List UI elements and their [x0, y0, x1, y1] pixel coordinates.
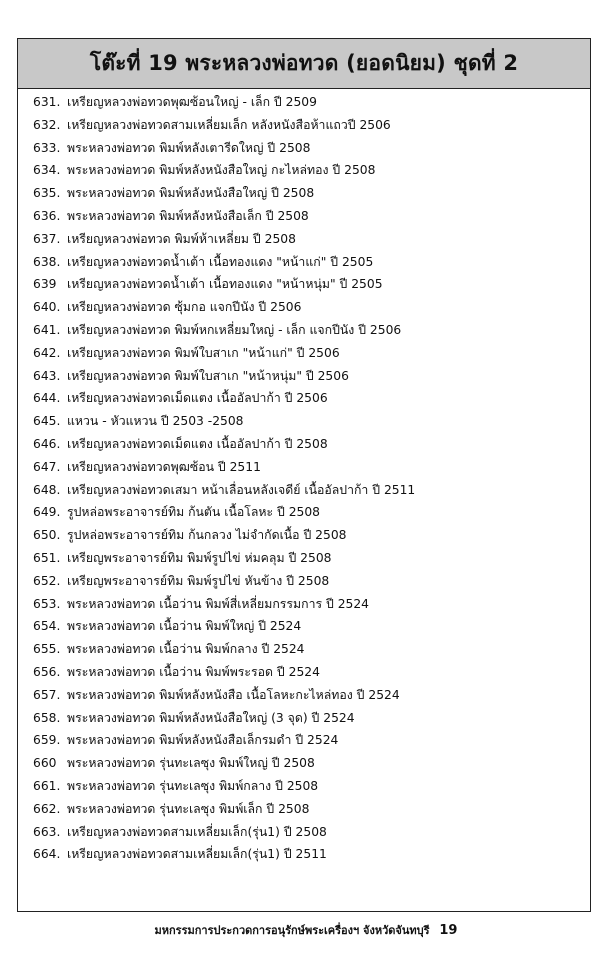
list-item [33, 273, 584, 296]
list-item [33, 205, 584, 228]
item-text: เหรียญพระอาจารย์ทิม พิมพ์รูปไข่ ห่มคลุม ปี 2508 [67, 550, 332, 565]
item-text: พระหลวงพ่อทวด พิมพ์หลังหนังสือ เนื้อโลหะกะไหล่ทอง ปี 2524 [67, 687, 400, 702]
list-item [33, 684, 584, 707]
item-number: 649. [33, 505, 61, 520]
page-footer [0, 921, 612, 939]
list-item [33, 729, 584, 752]
list-item [33, 707, 584, 730]
list-item [33, 410, 584, 433]
content-frame [17, 38, 591, 912]
item-text: เหรียญหลวงพ่อทวดสามเหลี่ยมเล็ก หลังหนังสือห้าแถวปี 2506 [67, 117, 391, 132]
list-item [33, 114, 584, 137]
item-number: 641. [33, 322, 61, 337]
item-number: 662. [33, 801, 61, 816]
item-text: เหรียญหลวงพ่อทวดพุฒซ้อนใหญ่ - เล็ก ปี 2509 [67, 95, 317, 109]
page-number: 19 [439, 923, 458, 938]
item-number: 634. [33, 163, 61, 178]
item-text: แหวน - หัวแหวน ปี 2503 -2508 [67, 414, 244, 429]
item-number: 639 [33, 277, 57, 292]
item-number: 655. [33, 642, 61, 657]
item-number: 657. [33, 687, 61, 702]
item-number: 632. [33, 117, 61, 132]
item-text: เหรียญหลวงพ่อทวด พิมพ์หกเหลี่ยมใหญ่ - เล็ก แจกปีนัง ปี 2506 [67, 322, 402, 337]
item-number: 643. [33, 368, 61, 383]
item-text: พระหลวงพ่อทวด พิมพ์หลังหนังสือใหญ่ ปี 2508 [67, 186, 315, 201]
item-number: 645. [33, 414, 61, 429]
list-item [33, 365, 584, 388]
list-item [33, 456, 584, 479]
list-item [33, 798, 584, 821]
item-number: 653. [33, 596, 61, 611]
list-item [33, 319, 584, 342]
list-item [33, 547, 584, 570]
item-number: 637. [33, 231, 61, 246]
list-item [33, 91, 584, 114]
item-text: พระหลวงพ่อทวด เนื้อว่าน พิมพ์พระรอด ปี 2524 [67, 664, 320, 679]
list-item [33, 159, 584, 182]
item-number: 651. [33, 550, 61, 565]
item-text: พระหลวงพ่อทวด เนื้อว่าน พิมพ์กลาง ปี 2524 [67, 642, 305, 657]
item-number: 642. [33, 345, 61, 360]
item-text: เหรียญหลวงพ่อทวด พิมพ์ห้าเหลี่ยม ปี 2508 [67, 231, 296, 246]
list-item [33, 593, 584, 616]
item-text: พระหลวงพ่อทวด รุ่นทะเลซุง พิมพ์ใหญ่ ปี 2508 [67, 756, 315, 771]
item-number: 633. [33, 140, 61, 155]
list-item [33, 661, 584, 684]
item-text: พระหลวงพ่อทวด รุ่นทะเลซุง พิมพ์กลาง ปี 2508 [67, 778, 319, 793]
item-number: 664. [33, 847, 61, 862]
item-number: 660 [33, 756, 57, 771]
item-text: เหรียญหลวงพ่อทวดเสมา หน้าเลื่อนหลังเจดีย์ เนื้ออัลปาก้า ปี 2511 [67, 482, 416, 497]
item-number: 648. [33, 482, 61, 497]
item-number: 631. [33, 95, 61, 109]
item-number: 635. [33, 186, 61, 201]
list-item [33, 843, 584, 866]
item-text: เหรียญหลวงพ่อทวดพุฒซ้อน ปี 2511 [67, 459, 261, 474]
item-text: พระหลวงพ่อทวด พิมพ์หลังหนังสือเล็กรมดำ ปี 2524 [67, 733, 339, 748]
item-number: 661. [33, 778, 61, 793]
list-item [33, 524, 584, 547]
item-text: เหรียญพระอาจารย์ทิม พิมพ์รูปไข่ หันข้าง ปี 2508 [67, 573, 330, 588]
item-number: 646. [33, 436, 61, 451]
item-number: 659. [33, 733, 61, 748]
list-item [33, 296, 584, 319]
list-item [33, 501, 584, 524]
list-item [33, 775, 584, 798]
item-number: 656. [33, 664, 61, 679]
item-text: พระหลวงพ่อทวด พิมพ์หลังหนังสือเล็ก ปี 2508 [67, 208, 309, 223]
item-number: 644. [33, 391, 61, 406]
item-text: เหรียญหลวงพ่อทวดน้ำเต้า เนื้อทองแดง "หน้าหนุ่ม" ปี 2505 [67, 277, 383, 292]
item-number: 647. [33, 459, 61, 474]
item-text: พระหลวงพ่อทวด พิมพ์หลังหนังสือใหญ่ (3 จุด) ปี 2524 [67, 710, 355, 725]
footer-text: มหกรรมการประกวดการอนุรักษ์พระเครื่องฯ จังหวัดจันทบุรี [154, 924, 430, 937]
list-item [33, 387, 584, 410]
item-text: เหรียญหลวงพ่อทวดน้ำเต้า เนื้อทองแดง "หน้าแก่" ปี 2505 [67, 254, 374, 269]
item-number: 638. [33, 254, 61, 269]
list-item [33, 433, 584, 456]
item-text: เหรียญหลวงพ่อทวด พิมพ์ใบสาเก "หน้าแก่" ปี 2506 [67, 345, 340, 360]
item-text: เหรียญหลวงพ่อทวดเม็ดแตง เนื้ออัลปาก้า ปี 2508 [67, 436, 328, 451]
list-item [33, 342, 584, 365]
item-text: รูปหล่อพระอาจารย์ทิม ก้นตัน เนื้อโลหะ ปี 2508 [67, 505, 320, 520]
item-text: เหรียญหลวงพ่อทวดเม็ดแตง เนื้ออัลปาก้า ปี 2506 [67, 391, 328, 406]
item-text: เหรียญหลวงพ่อทวดสามเหลี่ยมเล็ก(รุ่น1) ปี 2511 [67, 847, 327, 862]
item-text: พระหลวงพ่อทวด เนื้อว่าน พิมพ์ใหญ่ ปี 2524 [67, 619, 302, 634]
item-number: 654. [33, 619, 61, 634]
list-item [33, 479, 584, 502]
list-item [33, 570, 584, 593]
item-text: พระหลวงพ่อทวด พิมพ์หลังหนังสือใหญ่ กะไหล่ทอง ปี 2508 [67, 163, 376, 178]
list-item [33, 251, 584, 274]
table-header-bar [18, 39, 590, 89]
item-number: 652. [33, 573, 61, 588]
item-text: พระหลวงพ่อทวด รุ่นทะเลซุง พิมพ์เล็ก ปี 2508 [67, 801, 310, 816]
item-text: พระหลวงพ่อทวด พิมพ์หลังเตารีดใหญ่ ปี 2508 [67, 140, 311, 155]
list-item [33, 752, 584, 775]
item-number: 658. [33, 710, 61, 725]
item-text: พระหลวงพ่อทวด เนื้อว่าน พิมพ์สี่เหลี่ยมกรรมการ ปี 2524 [67, 596, 369, 611]
item-number: 640. [33, 300, 61, 315]
list-item [33, 638, 584, 661]
item-number: 650. [33, 528, 61, 543]
item-number: 636. [33, 208, 61, 223]
item-text: เหรียญหลวงพ่อทวด พิมพ์ใบสาเก "หน้าหนุ่ม" ปี 2506 [67, 368, 349, 383]
list-item [33, 615, 584, 638]
item-text: เหรียญหลวงพ่อทวด ซุ้มกอ แจกปีนัง ปี 2506 [67, 300, 302, 315]
list-item [33, 137, 584, 160]
list-item [33, 228, 584, 251]
item-text: รูปหล่อพระอาจารย์ทิม ก้นกลวง ไม่จำกัดเนื้อ ปี 2508 [67, 528, 347, 543]
item-number: 663. [33, 824, 61, 839]
item-text: เหรียญหลวงพ่อทวดสามเหลี่ยมเล็ก(รุ่น1) ปี 2508 [67, 824, 327, 839]
amulet-list [33, 91, 584, 866]
list-item [33, 821, 584, 844]
list-item [33, 182, 584, 205]
table-title: โต๊ะที่ 19 พระหลวงพ่อทวด (ยอดนิยม) ชุดที่ 2 [89, 51, 519, 75]
